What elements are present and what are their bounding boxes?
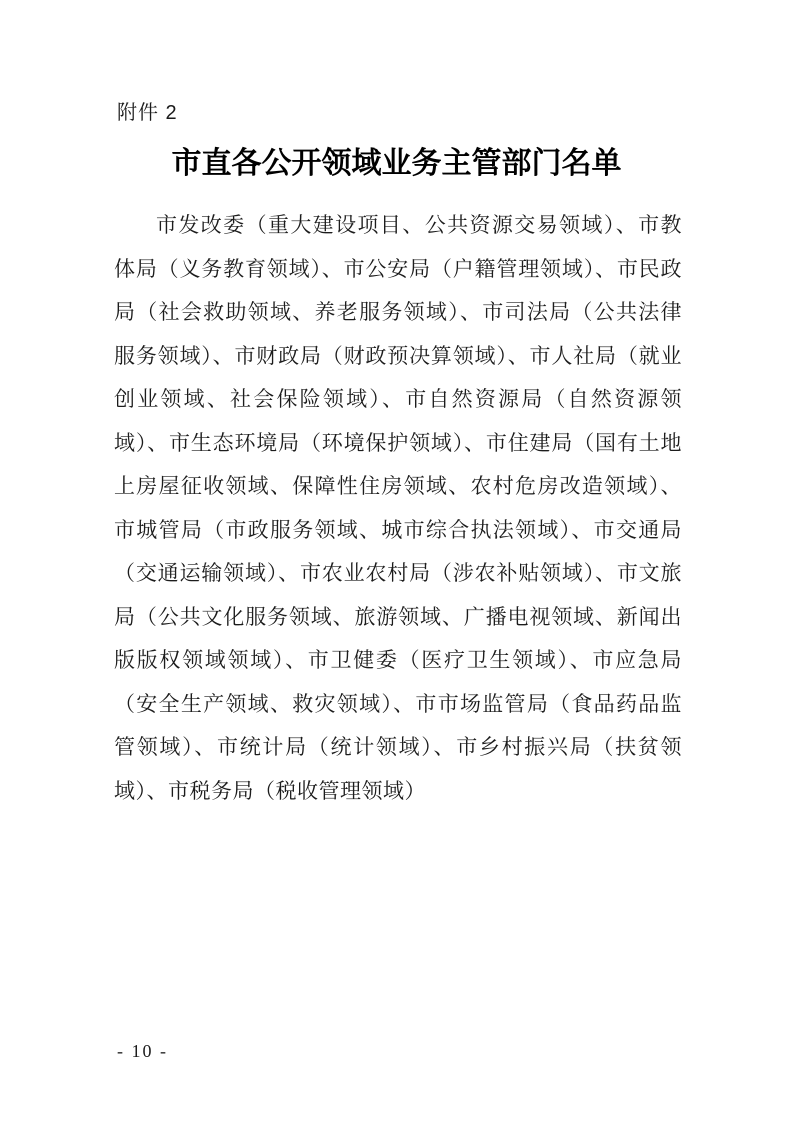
attachment-label: 附件 2 (117, 102, 178, 124)
body-paragraph: 市发改委（重大建设项目、公共资源交易领域）、市教体局（义务教育领域）、市公安局（户籍管理领域）、市民政局（社会救助领域、养老服务领域）、市司法局（公共法律服务领域）、市财政局（财政预决算领域）、市人社局（就业创业领域、社会保险领域）、市自然资源局（自然资源领域）、市生态环境局（环境保护领域）、市住建局（国有土地上房屋征收领域、保障性住房领域、农村危房改造领域）、市城管局（市政服务领域、城市综合执法领域）、市交通局（交通运输领域）、市农业农村局（涉农补贴领域）、市文旅局（公共文化服务领域、旅游领域、广播电视领域、新闻出版版权领域领域）、市卫健委（医疗卫生领域）、市应急局（安全生产领域、救灾领域）、市市场监管局（食品药品监管领域）、市统计局（统计领域）、市乡村振兴局（扶贫领域）、市税务局（税收管理领域） (114, 213, 682, 803)
page-number: - 10 - (117, 1041, 168, 1061)
page-title: 市直各公开领域业务主管部门名单 (171, 147, 622, 180)
